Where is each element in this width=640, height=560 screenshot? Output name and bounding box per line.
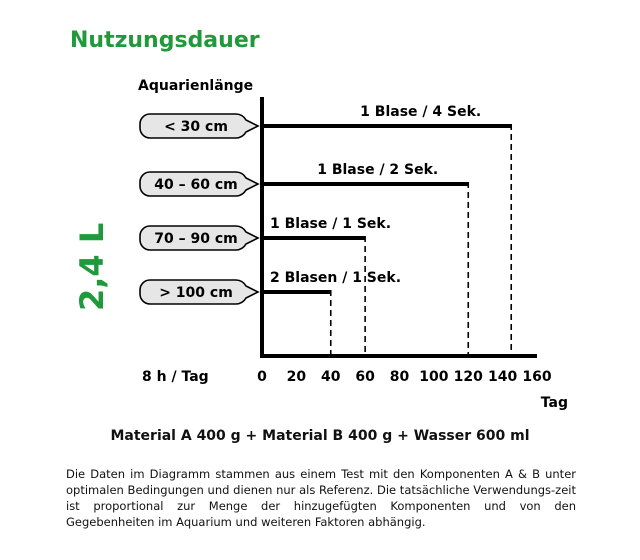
x-axis-label: Tag xyxy=(540,395,568,411)
disclaimer-note: Die Daten im Diagramm stammen aus einem Test mit den Komponenten A & B unter optimalen Bedingungen und dienen nur als Referenz. Die tatsächliche Verwendungs-zeit ist proportional zur Menge der hinzugefügten Komponenten und von den Gegebenheiten im Aquarium und weiteren Faktoren abhängig. xyxy=(66,467,576,529)
category-label: 40 – 60 cm xyxy=(154,177,238,193)
x-tick-label: 160 xyxy=(522,369,552,385)
x-tick-label: 120 xyxy=(453,369,483,385)
bar-label: 1 Blase / 4 Sek. xyxy=(360,104,482,120)
category-label: 70 – 90 cm xyxy=(154,231,238,247)
material-recipe: Material A 400 g + Material B 400 g + Wasser 600 ml xyxy=(110,428,530,444)
category-label: > 100 cm xyxy=(159,285,233,301)
volume-label: 2,4 L xyxy=(73,222,111,311)
x-tick-label: 40 xyxy=(321,369,341,385)
x-tick-label: 80 xyxy=(389,369,410,385)
category-label: < 30 cm xyxy=(164,119,228,135)
bar-label: 2 Blasen / 1 Sek. xyxy=(270,270,402,286)
x-tick-label: 20 xyxy=(286,369,307,385)
x-unit-label: 8 h / Tag xyxy=(142,369,209,385)
x-tick-label: 100 xyxy=(419,369,449,385)
page-title: Nutzungsdauer xyxy=(70,28,260,53)
bar-label: 1 Blase / 2 Sek. xyxy=(317,162,439,178)
x-tick-label: 0 xyxy=(257,369,267,385)
x-tick-label: 60 xyxy=(355,369,375,385)
x-tick-label: 140 xyxy=(488,369,518,385)
bar-label: 1 Blase / 1 Sek. xyxy=(270,216,392,232)
y-axis-label: Aquarienlänge xyxy=(138,78,254,94)
